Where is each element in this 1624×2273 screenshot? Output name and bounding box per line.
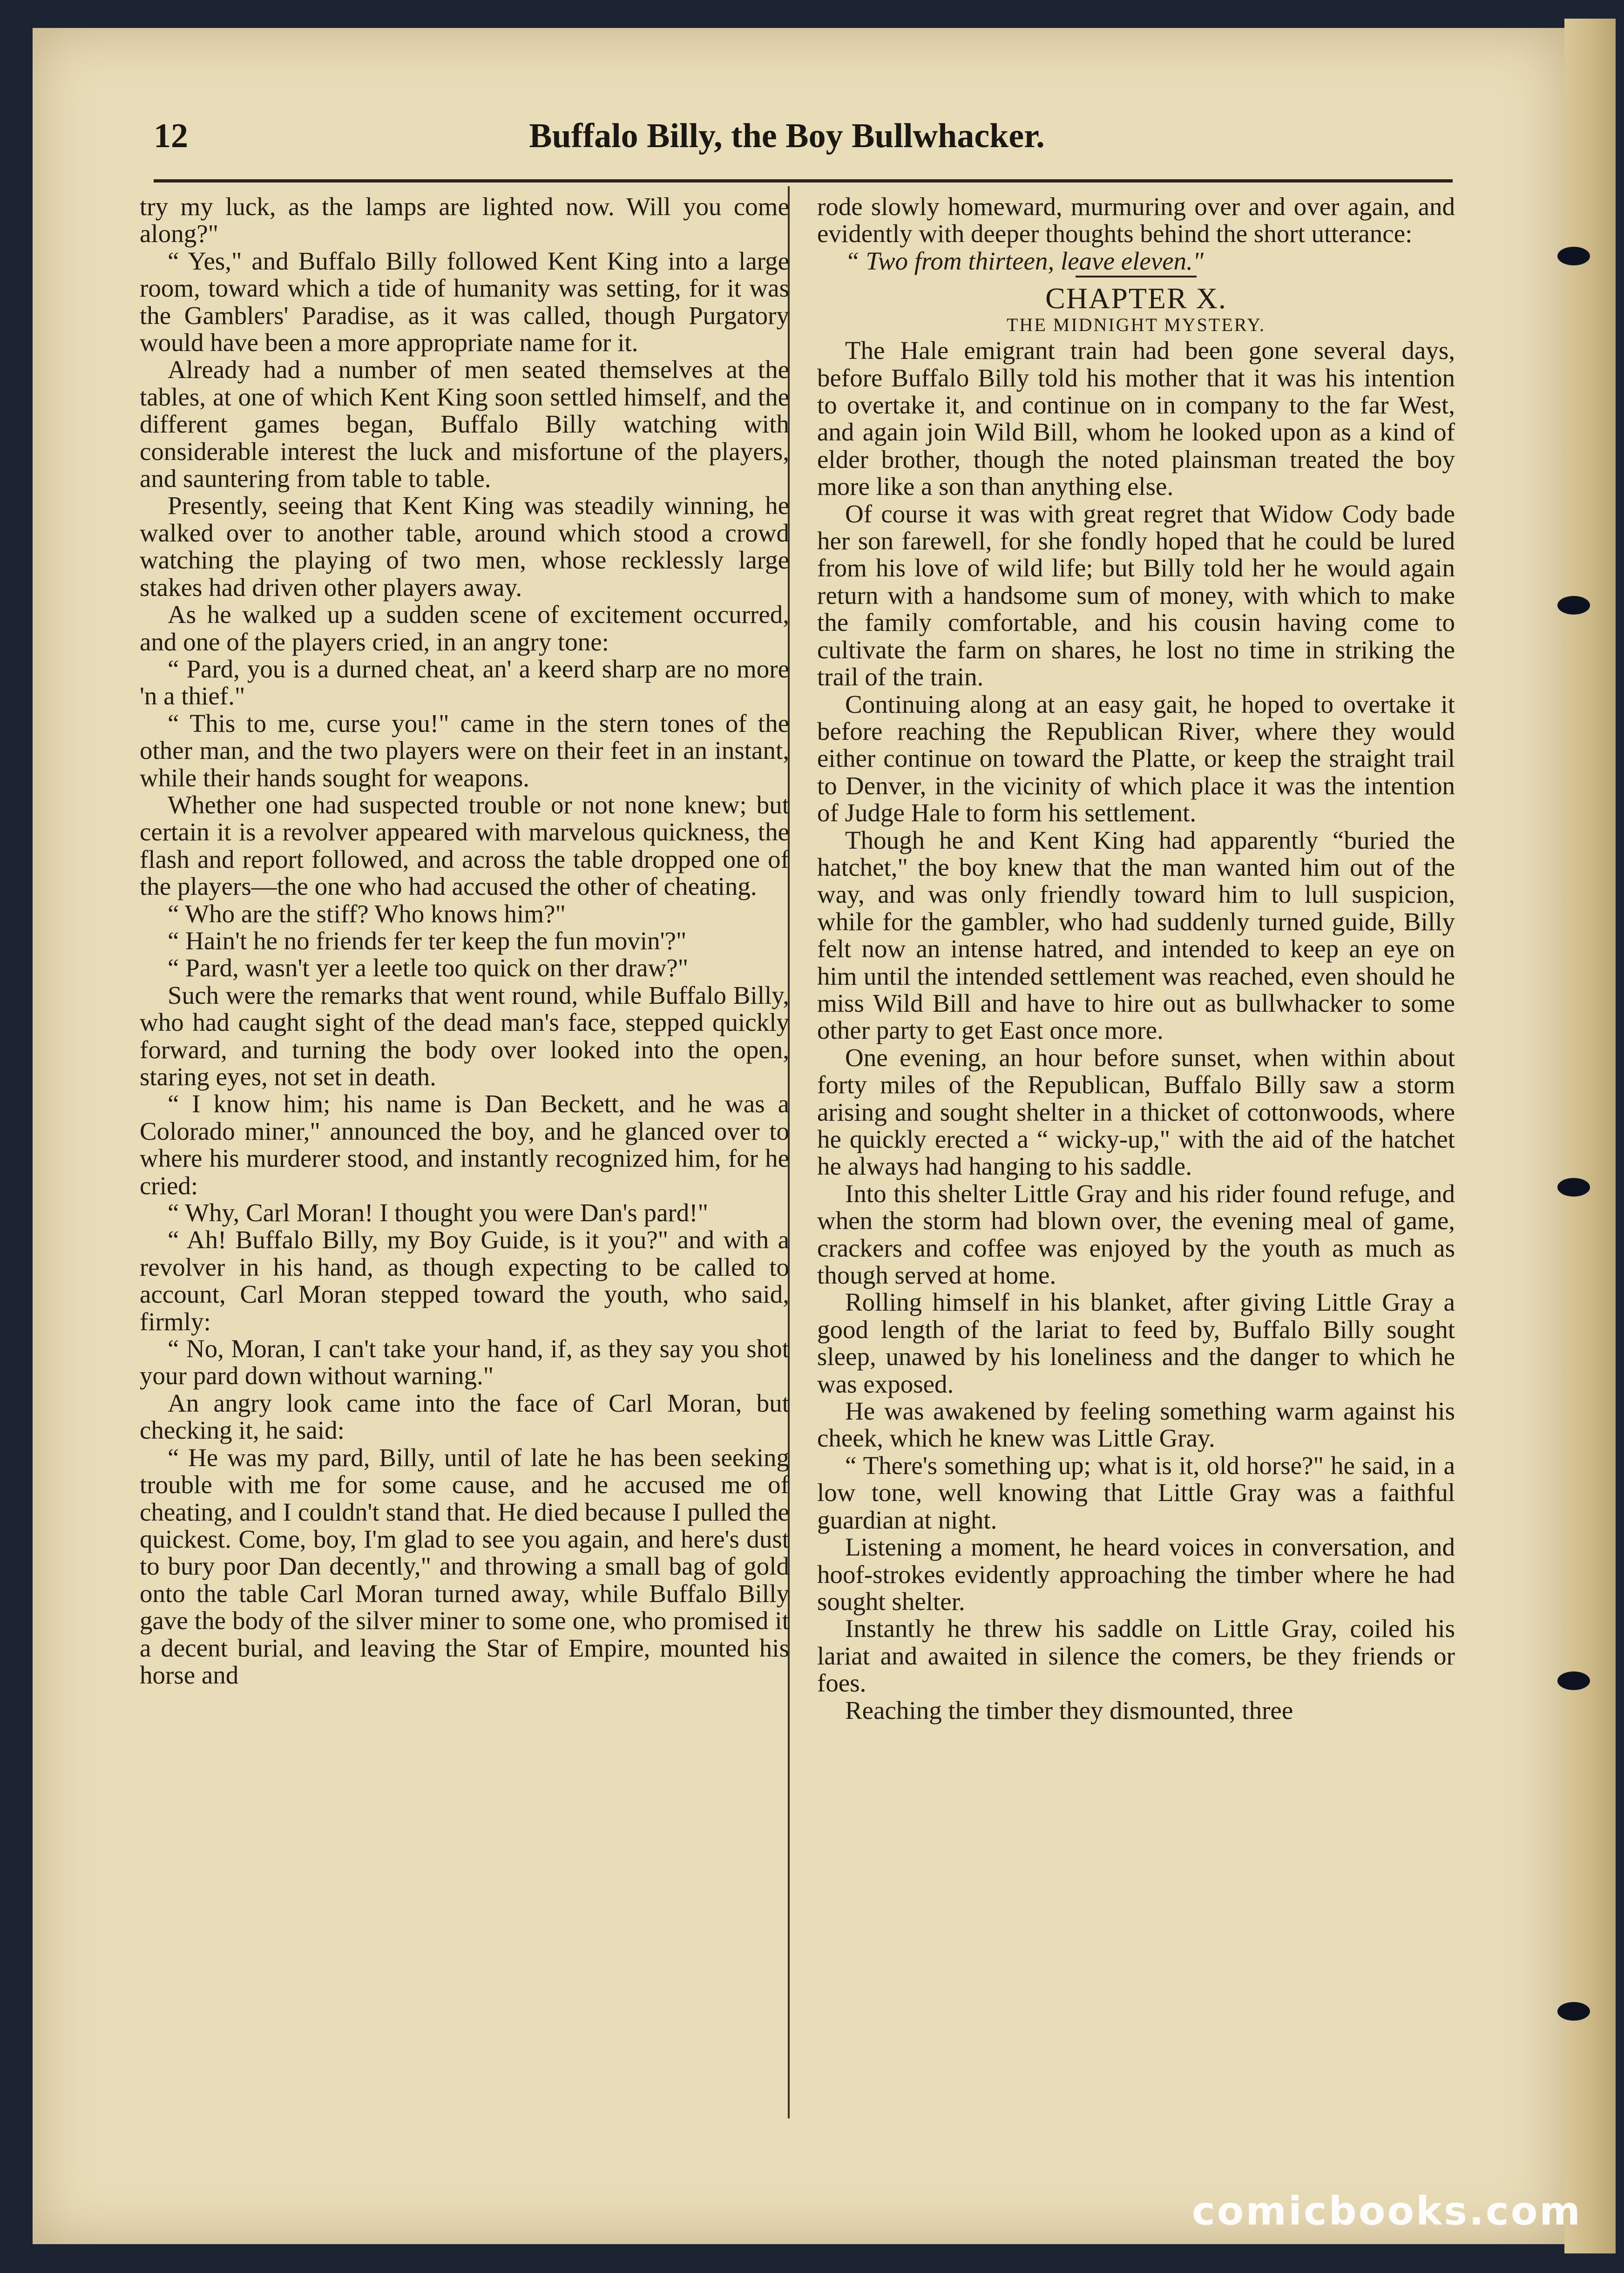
paragraph: “ Ah! Buffalo Billy, my Boy Guide, is it you?" and with a revolver in his hand, as though expecting to be called to account, Carl Moran stepped toward the youth, who said, firmly: bbox=[140, 1225, 789, 1336]
watermark: comicbooks.com bbox=[1192, 2188, 1582, 2234]
right-column bbox=[817, 193, 1455, 2139]
left-column bbox=[140, 193, 789, 2139]
binding-hole bbox=[1557, 1178, 1590, 1197]
paragraph: “ He was my pard, Billy, until of late he has been seeking trouble with me for some cause, and he accused me of cheating, and I couldn't stand that. He died because I pulled the quickest. Come, boy, I'm glad to see you again, and here's dust to bury poor Dan decently," and throwing a small bag of gold onto the table Carl Moran turned away, while Buffalo Billy gave the body of the silver miner to some one, who promised it a decent burial, and leaving the Star of Empire, mounted his horse and bbox=[140, 1443, 789, 1689]
paragraph: An angry look came into the face of Carl Moran, but checking it, he said: bbox=[140, 1388, 789, 1445]
paragraph: Already had a number of men seated themselves at the tables, at one of which Kent King soon settled himself, and the different games began, Buffalo Billy watching with considerable interest the luck and misfortune of the players, and sauntering from table to table. bbox=[140, 355, 789, 493]
chapter-title: CHAPTER X. bbox=[1045, 282, 1227, 315]
paragraph: “ Pard, you is a durned cheat, an' a keerd sharp are no more 'n a thief." bbox=[140, 654, 789, 710]
paragraph: The Hale emigrant train had been gone several days, before Buffalo Billy told his mother that it was his intention to overtake it, and continue on in company to the far West, and again join Wild Bill, whom he looked upon as a kind of elder brother, though the noted plainsman treated the boy more like a son than anything else. bbox=[817, 336, 1455, 501]
running-header bbox=[116, 116, 1457, 168]
paragraph: He was awakened by feeling something warm against his cheek, which he knew was Little Gray. bbox=[817, 1397, 1455, 1453]
paragraph: Into this shelter Little Gray and his rider found refuge, and when the storm had blown over, the evening meal of game, crackers and coffee was enjoyed by the youth as much as though served at home. bbox=[817, 1179, 1455, 1290]
paragraph: Listening a moment, he heard voices in conversation, and hoof-strokes evidently approaching the timber where he had sought shelter. bbox=[817, 1533, 1455, 1616]
paragraph: “ I know him; his name is Dan Beckett, and he was a Colorado miner," announced the boy, and he glanced over to where his murderer stood, and instantly recognized him, for he cried: bbox=[140, 1089, 789, 1200]
binding-hole bbox=[1557, 1671, 1590, 1690]
paragraph: Continuing along at an easy gait, he hoped to overtake it before reaching the Republican River, where they would either continue on toward the Platte, or keep the straight trail to Denver, in the vicinity of which place it was the intention of Judge Hale to form his settlement. bbox=[817, 690, 1455, 827]
paragraph: “ No, Moran, I can't take your hand, if, as they say you shot your pard down without warning." bbox=[140, 1334, 789, 1390]
paragraph: “ Yes," and Buffalo Billy followed Kent King into a large room, toward which a tide of humanity was setting, for it was the Gamblers' Paradise, as it was called, though Purgatory would have been a more appropriate name for it. bbox=[140, 246, 789, 357]
page-number: 12 bbox=[154, 117, 188, 155]
paragraph: “ This to me, curse you!" came in the stern tones of the other man, and the two players were on their feet in an instant, while their hands sought for weapons. bbox=[140, 709, 789, 792]
paragraph: “ Pard, wasn't yer a leetle too quick on ther draw?" bbox=[168, 954, 689, 982]
paragraph: Presently, seeing that Kent King was steadily winning, he walked over to another table, around which stood a crowd watching the playing of two men, whose recklessly large stakes had driven other players away. bbox=[140, 491, 789, 602]
binding-hole bbox=[1557, 247, 1590, 265]
chapter-subtitle: THE MIDNIGHT MYSTERY. bbox=[1007, 314, 1265, 336]
paragraph: Instantly he threw his saddle on Little Gray, coiled his lariat and awaited in silence the comers, be they friends or foes. bbox=[817, 1614, 1455, 1698]
binding-hole bbox=[1557, 2002, 1590, 2021]
paragraph: “ Hain't he no friends fer ter keep the fun movin'?" bbox=[168, 926, 687, 955]
header-rule bbox=[154, 179, 1453, 183]
paragraph: Rolling himself in his blanket, after giving Little Gray a good length of the lariat to feed by, Buffalo Billy sought sleep, unawed by his loneliness and the danger to which he was exposed. bbox=[817, 1288, 1455, 1398]
paragraph: rode slowly homeward, murmuring over and over again, and evidently with deeper thoughts behind the short utterance: bbox=[817, 193, 1455, 248]
paragraph: “ Who are the stiff? Who knows him?" bbox=[168, 899, 566, 928]
binding-hole bbox=[1557, 596, 1590, 615]
paragraph: “ There's something up; what is it, old horse?" he said, in a low tone, well knowing that Little Gray was a faithful guardian at night. bbox=[817, 1451, 1455, 1534]
paragraph: Such were the remarks that went round, while Buffalo Billy, who had caught sight of the dead man's face, stepped quickly forward, and turning the body over looked into the open, staring eyes, not set in death. bbox=[140, 981, 789, 1091]
chapter-rule bbox=[1076, 276, 1197, 277]
page-spine bbox=[1564, 19, 1616, 2253]
paragraph: Of course it was with great regret that Widow Cody bade her son farewell, for she fondly hoped that he could be lured from his love of wild life; but Billy told her he would again return with a handsome sum of money, with which to make the family comfortable, and his cousin having come to cultivate the farm on shares, he lost no time in striking the trail of the train. bbox=[817, 499, 1455, 691]
paragraph: “ Two from thirteen, leave eleven." bbox=[845, 246, 1204, 275]
paragraph: One evening, an hour before sunset, when within about forty miles of the Republican, Buffalo Billy saw a storm arising and sought shelter in a thicket of cottonwoods, where he quickly erected a “ wicky-up," with the aid of the hatchet he always had hanging to his saddle. bbox=[817, 1043, 1455, 1181]
paragraph: try my luck, as the lamps are lighted now. Will you come along?" bbox=[140, 193, 789, 248]
running-title: Buffalo Billy, the Boy Bullwhacker. bbox=[529, 117, 1045, 155]
paragraph: Though he and Kent King had apparently “buried the hatchet," the boy knew that the man wanted him out of the way, and was only friendly toward him to lull suspicion, while for the gambler, who had suddenly turned guide, Billy felt now an intense hatred, and intended to keep an eye on him until the intended settlement was reached, even should he miss Wild Bill and have to hire out as bullwhacker to some other party to get East once more. bbox=[817, 825, 1455, 1045]
paragraph: Whether one had suspected trouble or not none knew; but certain it is a revolver appeared with marvelous quickness, the flash and report followed, and across the table dropped one of the players—the one who had accused the other of cheating. bbox=[140, 790, 789, 901]
paragraph: Reaching the timber they dismounted, three bbox=[845, 1696, 1293, 1725]
paragraph: As he walked up a sudden scene of excitement occurred, and one of the players cried, in an angry tone: bbox=[140, 600, 789, 656]
paragraph: “ Why, Carl Moran! I thought you were Dan's pard!" bbox=[168, 1198, 709, 1227]
